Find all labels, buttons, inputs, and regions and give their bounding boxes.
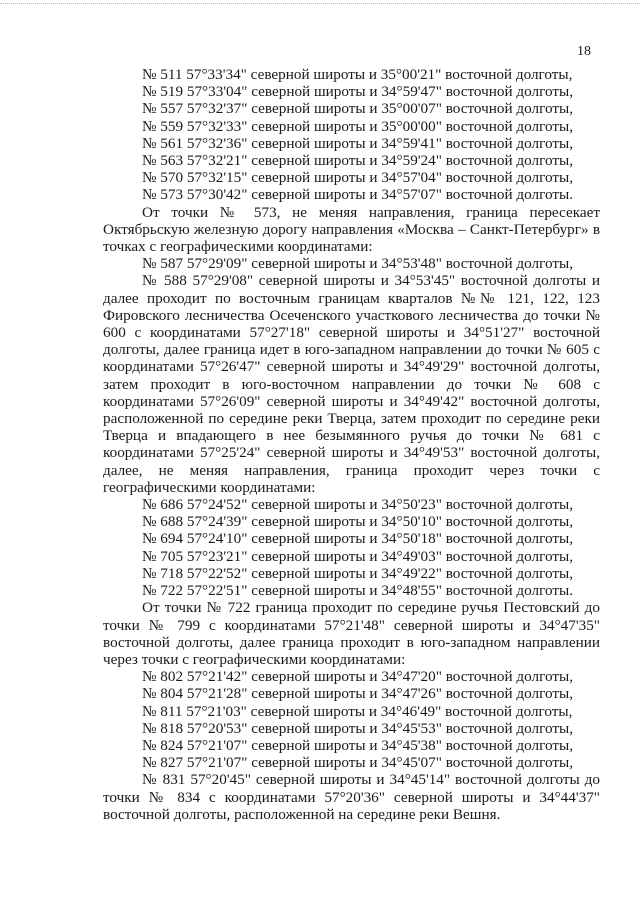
- coordinate-line: № 804 57°21'28" северной широты и 34°47'26" восточной долготы,: [142, 685, 573, 703]
- coordinate-line: № 573 57°30'42" северной широты и 34°57'07" восточной долготы.: [142, 186, 573, 204]
- coordinate-line: № 718 57°22'52" северной широты и 34°49'22" восточной долготы,: [142, 564, 573, 582]
- coordinate-line: № 824 57°21'07" северной широты и 34°45'38" восточной долготы,: [142, 736, 573, 754]
- coordinate-line: № 818 57°20'53" северной широты и 34°45'53" восточной долготы,: [142, 719, 573, 737]
- coordinate-line: № 519 57°33'04" северной широты и 34°59'47" восточной долготы,: [142, 83, 573, 101]
- coordinate-line: № 587 57°29'09" северной широты и 34°53'48" восточной долготы,: [142, 255, 573, 273]
- paragraph-pestovsky-stream: От точки № 722 граница проходит по середине ручья Пестовский до точки № 799 с координатами 57°21'48" северной широты и 34°47'35" восточной долготы, далее граница проходит в юго-западном направлении через точки с географическими координатами:: [103, 599, 600, 668]
- coordinate-line: № 827 57°21'07" северной широты и 34°45'07" восточной долготы,: [142, 754, 573, 772]
- coordinate-line: № 570 57°32'15" северной широты и 34°57'04" восточной долготы,: [142, 169, 573, 187]
- coordinate-line: № 694 57°24'10" северной широты и 34°50'18" восточной долготы,: [142, 530, 573, 548]
- coordinate-list-1: [103, 66, 600, 204]
- coordinate-line: № 561 57°32'36" северной широты и 34°59'41" восточной долготы,: [142, 134, 573, 152]
- coordinate-line: № 688 57°24'39" северной широты и 34°50'10" восточной долготы,: [142, 513, 573, 531]
- paragraph-railway-crossing: От точки № 573, не меняя направления, граница пересекает Октябрьскую железную дорогу направления «Москва – Санкт-Петербург» в точках с географическими координатами:: [103, 203, 600, 256]
- page-number: 18: [577, 44, 591, 59]
- coordinate-line: № 802 57°21'42" северной широты и 34°47'20" восточной долготы,: [142, 668, 573, 686]
- coordinate-line: № 686 57°24'52" северной широты и 34°50'23" восточной долготы,: [142, 496, 573, 514]
- coordinate-line: № 557 57°32'37" северной широты и 35°00'07" восточной долготы,: [142, 100, 573, 118]
- coordinate-line: № 811 57°21'03" северной широты и 34°46'49" восточной долготы,: [142, 702, 573, 720]
- coordinate-line: № 722 57°22'51" северной широты и 34°48'55" восточной долготы.: [142, 582, 573, 600]
- coordinate-list-2: [103, 496, 600, 599]
- paragraph-boundary-description: № 588 57°29'08" северной широты и 34°53'45" восточной долготы и далее проходит по восточным границам кварталов №№ 121, 122, 123 Фировского лесничества Осеченского участкового лесничества до точки № 600 с координатами 57°27'18" северной широты и 34°51'27" восточной долготы, далее граница идет в юго-западном направлении до точки № 605 с координатами 57°26'47" северной широты и 34°49'29" восточной долготы, затем проходит в юго-восточном направлении до точки № 608 с координатами 57°26'09" северной широты и 34°49'42" восточной долготы, расположенной по середине реки Тверца, затем проходит по середине реки Тверца и впадающего в нее безымянного ручья до точки № 681 с координатами 57°25'24" северной широты и 34°49'53" восточной долготы, далее, не меняя направления, граница проходит через точки с географическими координатами:: [103, 272, 600, 496]
- coordinate-line: № 705 57°23'21" северной широты и 34°49'03" восточной долготы,: [142, 547, 573, 565]
- coordinate-line: № 511 57°33'34" северной широты и 35°00'21" восточной долготы,: [142, 66, 573, 83]
- coordinate-list-3: [103, 668, 600, 771]
- document-body: [103, 66, 600, 823]
- coordinate-line: № 563 57°32'21" северной широты и 34°59'24" восточной долготы,: [142, 152, 573, 170]
- coordinate-line: № 559 57°32'33" северной широты и 35°00'00" восточной долготы,: [142, 117, 573, 135]
- scan-top-edge: [0, 3, 640, 6]
- paragraph-veshnya-river: № 831 57°20'45" северной широты и 34°45'14" восточной долготы до точки № 834 с координатами 57°20'36" северной широты и 34°44'37" восточной долготы, расположенной на середине реки Вешня.: [103, 771, 600, 823]
